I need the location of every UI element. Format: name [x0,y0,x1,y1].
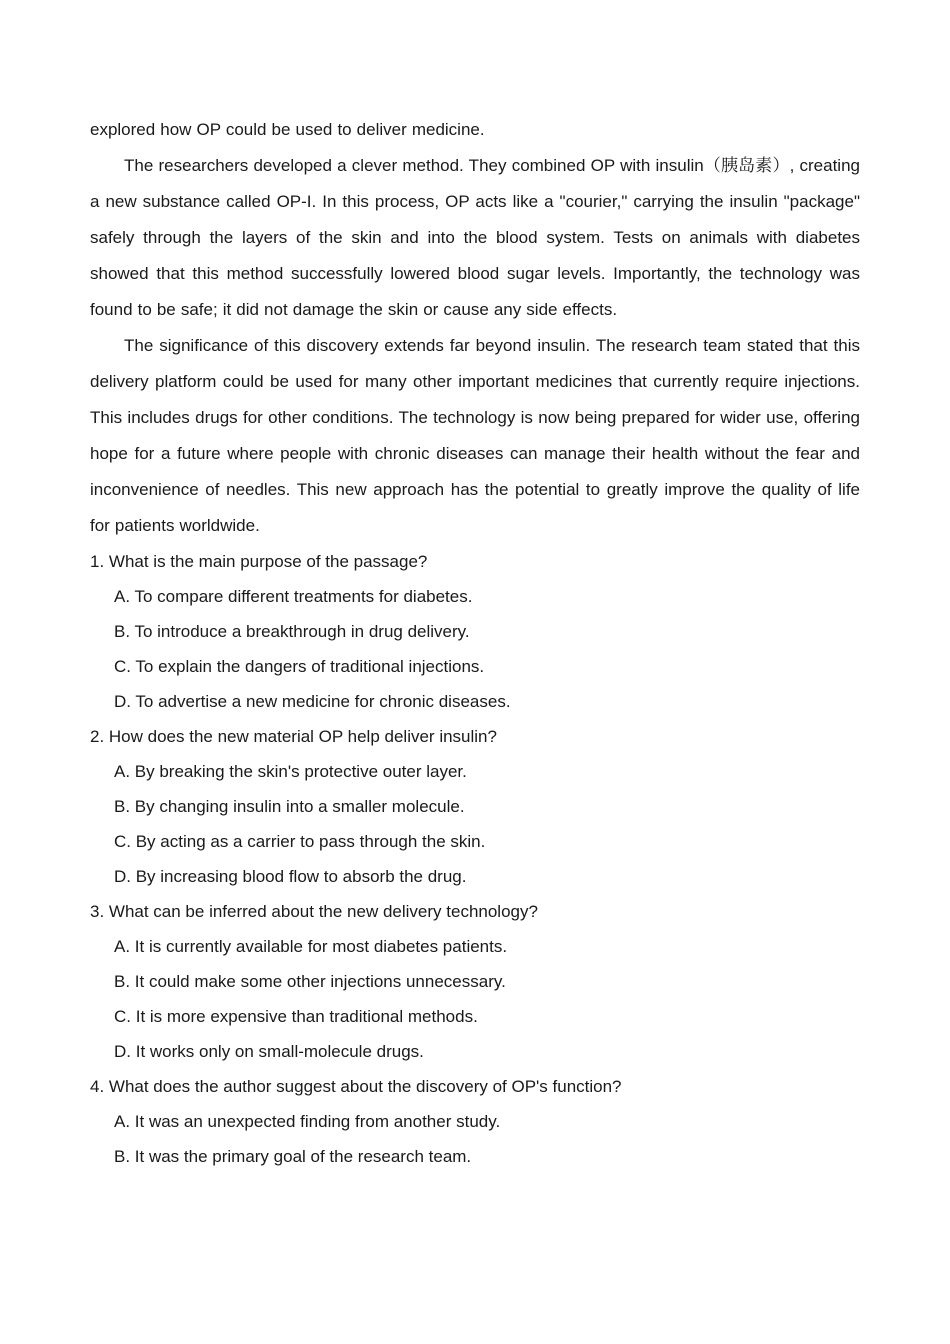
question-option[interactable]: B. It could make some other injections unnecessary. [114,972,506,991]
question-option[interactable]: D. To advertise a new medicine for chronic diseases. [114,692,511,711]
question-option[interactable]: B. By changing insulin into a smaller molecule. [114,797,465,816]
question-stem: 1. What is the main purpose of the passage? [90,552,428,571]
question-option[interactable]: C. To explain the dangers of traditional injections. [114,657,485,676]
question-option[interactable]: B. To introduce a breakthrough in drug delivery. [114,622,470,641]
passage-paragraph: The significance of this discovery extends far beyond insulin. The research team stated that this delivery platform could be used for many other important medicines that currently require injections. This includes drugs for other conditions. The technology is now being prepared for wider use, offering hope for a future where people with chronic diseases can manage their health without the fear and inconvenience of needles. This new approach has the potential to greatly improve the quality of life for patients worldwide. [90,336,860,535]
passage-paragraph-continued: explored how OP could be used to deliver medicine. [90,120,485,139]
question-option[interactable]: A. It was an unexpected finding from another study. [114,1112,501,1131]
question-stem: 4. What does the author suggest about the discovery of OP's function? [90,1077,622,1096]
question-option[interactable]: C. By acting as a carrier to pass through the skin. [114,832,486,851]
question-option[interactable]: C. It is more expensive than traditional methods. [114,1007,478,1026]
passage-paragraph: The researchers developed a clever method. They combined OP with insulin（胰岛素）, creating a new substance called OP-I. In this process, OP acts like a "courier," carrying the insulin "package" safely through the layers of the skin and into the blood system. Tests on animals with diabetes showed that this method successfully lowered blood sugar levels. Importantly, the technology was found to be safe; it did not damage the skin or cause any side effects. [90,156,860,319]
question-block [90,894,860,1069]
question-option[interactable]: D. It works only on small-molecule drugs. [114,1042,424,1061]
document-content [90,112,860,1174]
question-option[interactable]: A. By breaking the skin's protective outer layer. [114,762,467,781]
question-stem: 2. How does the new material OP help deliver insulin? [90,727,497,746]
question-option[interactable]: A. To compare different treatments for diabetes. [114,587,473,606]
question-block [90,544,860,719]
question-option[interactable]: B. It was the primary goal of the research team. [114,1147,472,1166]
question-block [90,1069,860,1174]
question-stem: 3. What can be inferred about the new delivery technology? [90,902,538,921]
question-block [90,719,860,894]
question-option[interactable]: D. By increasing blood flow to absorb the drug. [114,867,467,886]
question-option[interactable]: A. It is currently available for most diabetes patients. [114,937,508,956]
